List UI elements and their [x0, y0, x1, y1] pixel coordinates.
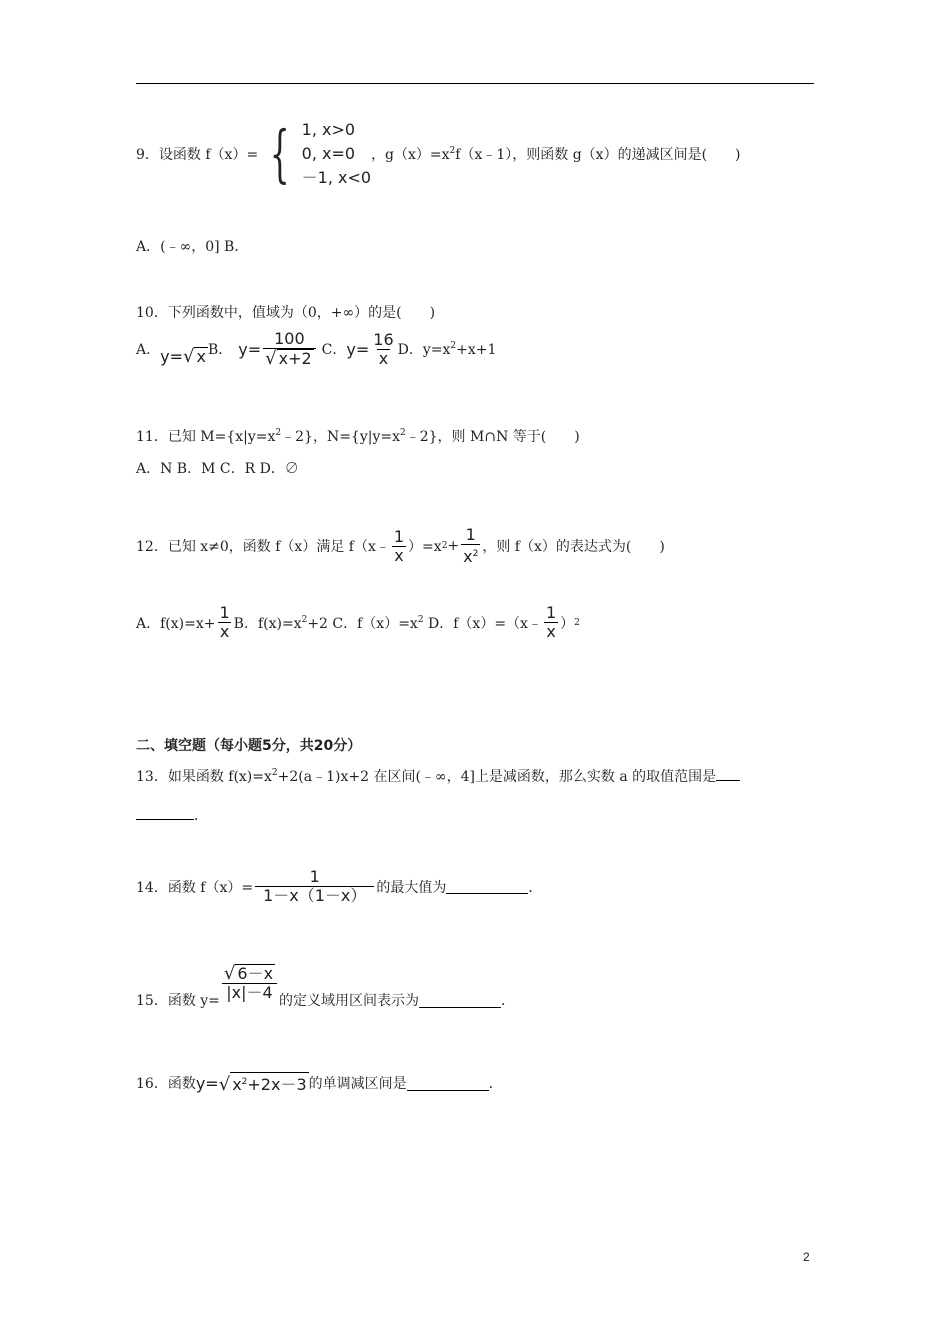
q15-answer-blank[interactable]	[419, 993, 501, 1008]
q9-options: A．(﹣∞，0] B．	[136, 239, 249, 255]
q12-stem: 12．已知 x≠0，函数 f（x）满足 f（x﹣ $\frac{1}{x}$ ）=x 2 + $\frac{1}{x^2}$ ，则 f（x）的表达式为( )	[136, 525, 665, 566]
q9-case-1: 1, x>0	[301, 120, 356, 139]
q9-case-3: －1, x<0	[301, 168, 372, 187]
q16-sqrt: √ $x^2+2x-3$	[218, 1074, 307, 1095]
q9-lead: 设函数 f（x）=	[158, 147, 259, 163]
q9-left-brace: {	[270, 117, 290, 190]
q12-fraction-1-over-x: $\frac{1}{x}$	[393, 526, 405, 565]
q10-option-a-sqrt: √ x	[183, 345, 206, 367]
section-2-heading: 二、填空题（每小题5分，共20分）	[136, 738, 362, 754]
q15-fraction: √ 6－x |x|－4	[222, 964, 277, 1002]
q10-option-b-fraction: 100 √ x+2	[263, 330, 316, 368]
q10-option-d: $y=x^2+x+1$	[422, 340, 497, 358]
q9-piecewise-cases	[302, 118, 371, 190]
q13-answer-blank-1[interactable]	[716, 766, 740, 781]
q14-fraction: $\frac{1}{1-x(1-x)}$	[255, 868, 374, 905]
q10-option-c-label: C．	[321, 342, 347, 358]
q16-stem: 16．函数 y= √ $x^2+2x-3$ 的单调减区间是 ．	[136, 1073, 503, 1095]
header-rule	[136, 83, 814, 84]
q15-stem: 15．函数 y= √ 6－x |x|－4 的定义域用区间表示为 ．	[136, 963, 516, 1009]
q12-options: A．f(x)=x+ $\frac{1}{x}$ B．$f(x)=x^2+2$ C．$f(x)=x^2$ D．f（x）=（x﹣ $\frac{1}{x}$ ） 2	[136, 603, 580, 641]
q14-stem: 14．函数 f（x）= $\frac{1}{1-x(1-x)}$ 的最大值为 ．	[136, 867, 543, 905]
q10-option-a-label: A．	[136, 342, 161, 358]
q12-option-a: A．f(x)=x+	[136, 615, 216, 632]
q13-stem: 13．如果函数 $f(x)=x^2+2(a﹣1)x+2$ 在区间(﹣∞，4]上是减函数，那么实数 a 的取值范围是	[136, 766, 740, 786]
question-9	[136, 118, 741, 190]
q10-option-c-fraction: $\frac{16}{x}$	[373, 329, 394, 368]
q9-number: 9．	[136, 147, 159, 163]
q16-answer-blank[interactable]	[407, 1076, 489, 1091]
q11-options: A．N B．M C．R D．∅	[136, 461, 299, 477]
q12-fraction-1-over-x2: $\frac{1}{x^2}$	[463, 525, 479, 566]
page-number: 2	[803, 1250, 810, 1264]
q12-option-b-c: B．$f(x)=x^2+2$ C．$f(x)=x^2$ D．f（x）=（x﹣	[233, 614, 542, 632]
q13-answer-blank-2[interactable]	[136, 805, 194, 820]
q12-option-d-fraction: $\frac{1}{x}$	[545, 603, 557, 641]
q10-option-d-label: D．	[397, 342, 423, 358]
q9-case-2: 0, x=0	[301, 144, 356, 163]
q9-tail: ，$g(x)=x^2f(x﹣1)$，则函数 g（x）的递减区间是( )	[371, 146, 741, 163]
q10-options: A． y= √ x B． y= 100 √ x+2 C． y= $\frac{16}{x}$ D． $y=x^2+x+1$	[136, 329, 497, 369]
q14-answer-blank[interactable]	[446, 879, 528, 894]
q11-stem: 11．已知 $M=\{x|y=x^2﹣2\}$，$N=\{y|y=x^2﹣2\}$，则 M∩N 等于( )	[136, 428, 580, 445]
q12-option-a-fraction: $\frac{1}{x}$	[219, 603, 230, 641]
q10-stem: 10．下列函数中，值域为（0，+∞）的是( )	[136, 305, 436, 321]
q13-continuation: ．	[136, 805, 208, 825]
q10-option-b-label: B．	[207, 342, 233, 358]
